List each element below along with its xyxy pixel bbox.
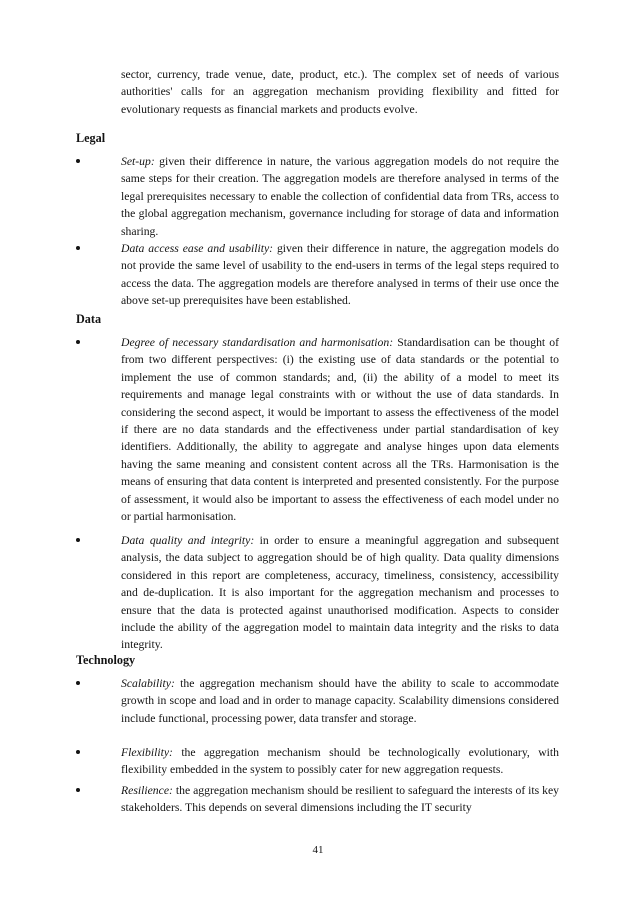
page-number: 41 (312, 844, 324, 856)
term-label: Resilience: (121, 784, 173, 797)
list-item-text (121, 532, 559, 654)
term-description: the aggregation mechanism should be resilient to safeguard the interests of its key stakeholders. This depends on several dimensions including the IT security (121, 784, 559, 815)
term-description: in order to ensure a meaningful aggregation and subsequent analysis, the data subject to aggregation should be of high quality. Data quality dimensions considered in this report are completeness, accuracy, timeliness, consistency, accessibility and de-duplication. It is also important for the aggregation mechanism and processes to ensure that the data is protected against unauthorised modification. Aspects to consider include the ability of the aggregation model to maintain data integrity and the risks to data integrity. (121, 534, 559, 652)
section-heading-data: Data (76, 312, 102, 326)
term-description: given their difference in nature, the various aggregation models do not require the same steps for their creation. The aggregation models are therefore analysed in terms of the legal prerequisites necessary to enable the collection of confidential data from TRs, access to the global aggregation mechanism, governance including for storage of data and information sharing. (121, 155, 559, 238)
term-label: Data access ease and usability: (121, 242, 274, 255)
term-label: Set-up: (121, 155, 155, 168)
intro-paragraph: sector, currency, trade venue, date, product, etc.). The complex set of needs of various authorities' calls for an aggregation mechanism providing flexibility and fitted for evolutionary requests as financial markets and products evolve. (121, 68, 559, 116)
list-item-text (121, 675, 559, 727)
bullet-icon (76, 681, 80, 685)
list-item-text (121, 782, 559, 817)
section-heading-legal: Legal (76, 131, 106, 145)
list-item-text (121, 240, 559, 310)
section-heading-technology: Technology (76, 653, 136, 667)
bullet-icon (76, 246, 80, 250)
term-description: the aggregation mechanism should have the ability to scale to accommodate growth in scope and load and in order to manage capacity. Scalability dimensions considered include functional, processing power, data transfer and storage. (121, 677, 559, 725)
term-label: Data quality and integrity: (121, 534, 255, 547)
term-label: Scalability: (121, 677, 175, 690)
bullet-icon (76, 538, 80, 542)
bullet-icon (76, 788, 80, 792)
bullet-icon (76, 340, 80, 344)
list-item-text (121, 153, 559, 240)
term-label: Flexibility: (121, 746, 173, 759)
list-item-text (121, 334, 559, 525)
term-label: Degree of necessary standardisation and harmonisation: (121, 336, 394, 349)
term-description: Standardisation can be thought of from two different perspectives: (i) the existing use of data standards or the potential to implement the use of common standards; and, (ii) the ability of a model to meet its requirements and manage legal constraints with or without the use of data standards. In considering the second aspect, it would be important to assess the effectiveness of the model if there are no data standards and the effectiveness under partial standardisation of key identifiers. Additionally, the ability to aggregate and analyse hinges upon data elements having the same meaning and consistent content across all the TRs. Harmonisation is the means of ensuring that data content is interpreted and presented consistently. For the purpose of assessment, it would also be important to assess the effectiveness of each model under no or partial harmonisation. (121, 336, 559, 524)
list-item-text (121, 744, 559, 779)
bullet-icon (76, 750, 80, 754)
term-description: given their difference in nature, the aggregation models do not provide the same level of usability to the end-users in terms of the legal steps required to access the data. The aggregation models are therefore analysed in terms of their use once the above set-up prerequisites have been established. (121, 242, 559, 308)
bullet-icon (76, 159, 80, 163)
term-description: the aggregation mechanism should be technologically evolutionary, with flexibility embedded in the system to possibly cater for new aggregation requests. (121, 746, 559, 777)
